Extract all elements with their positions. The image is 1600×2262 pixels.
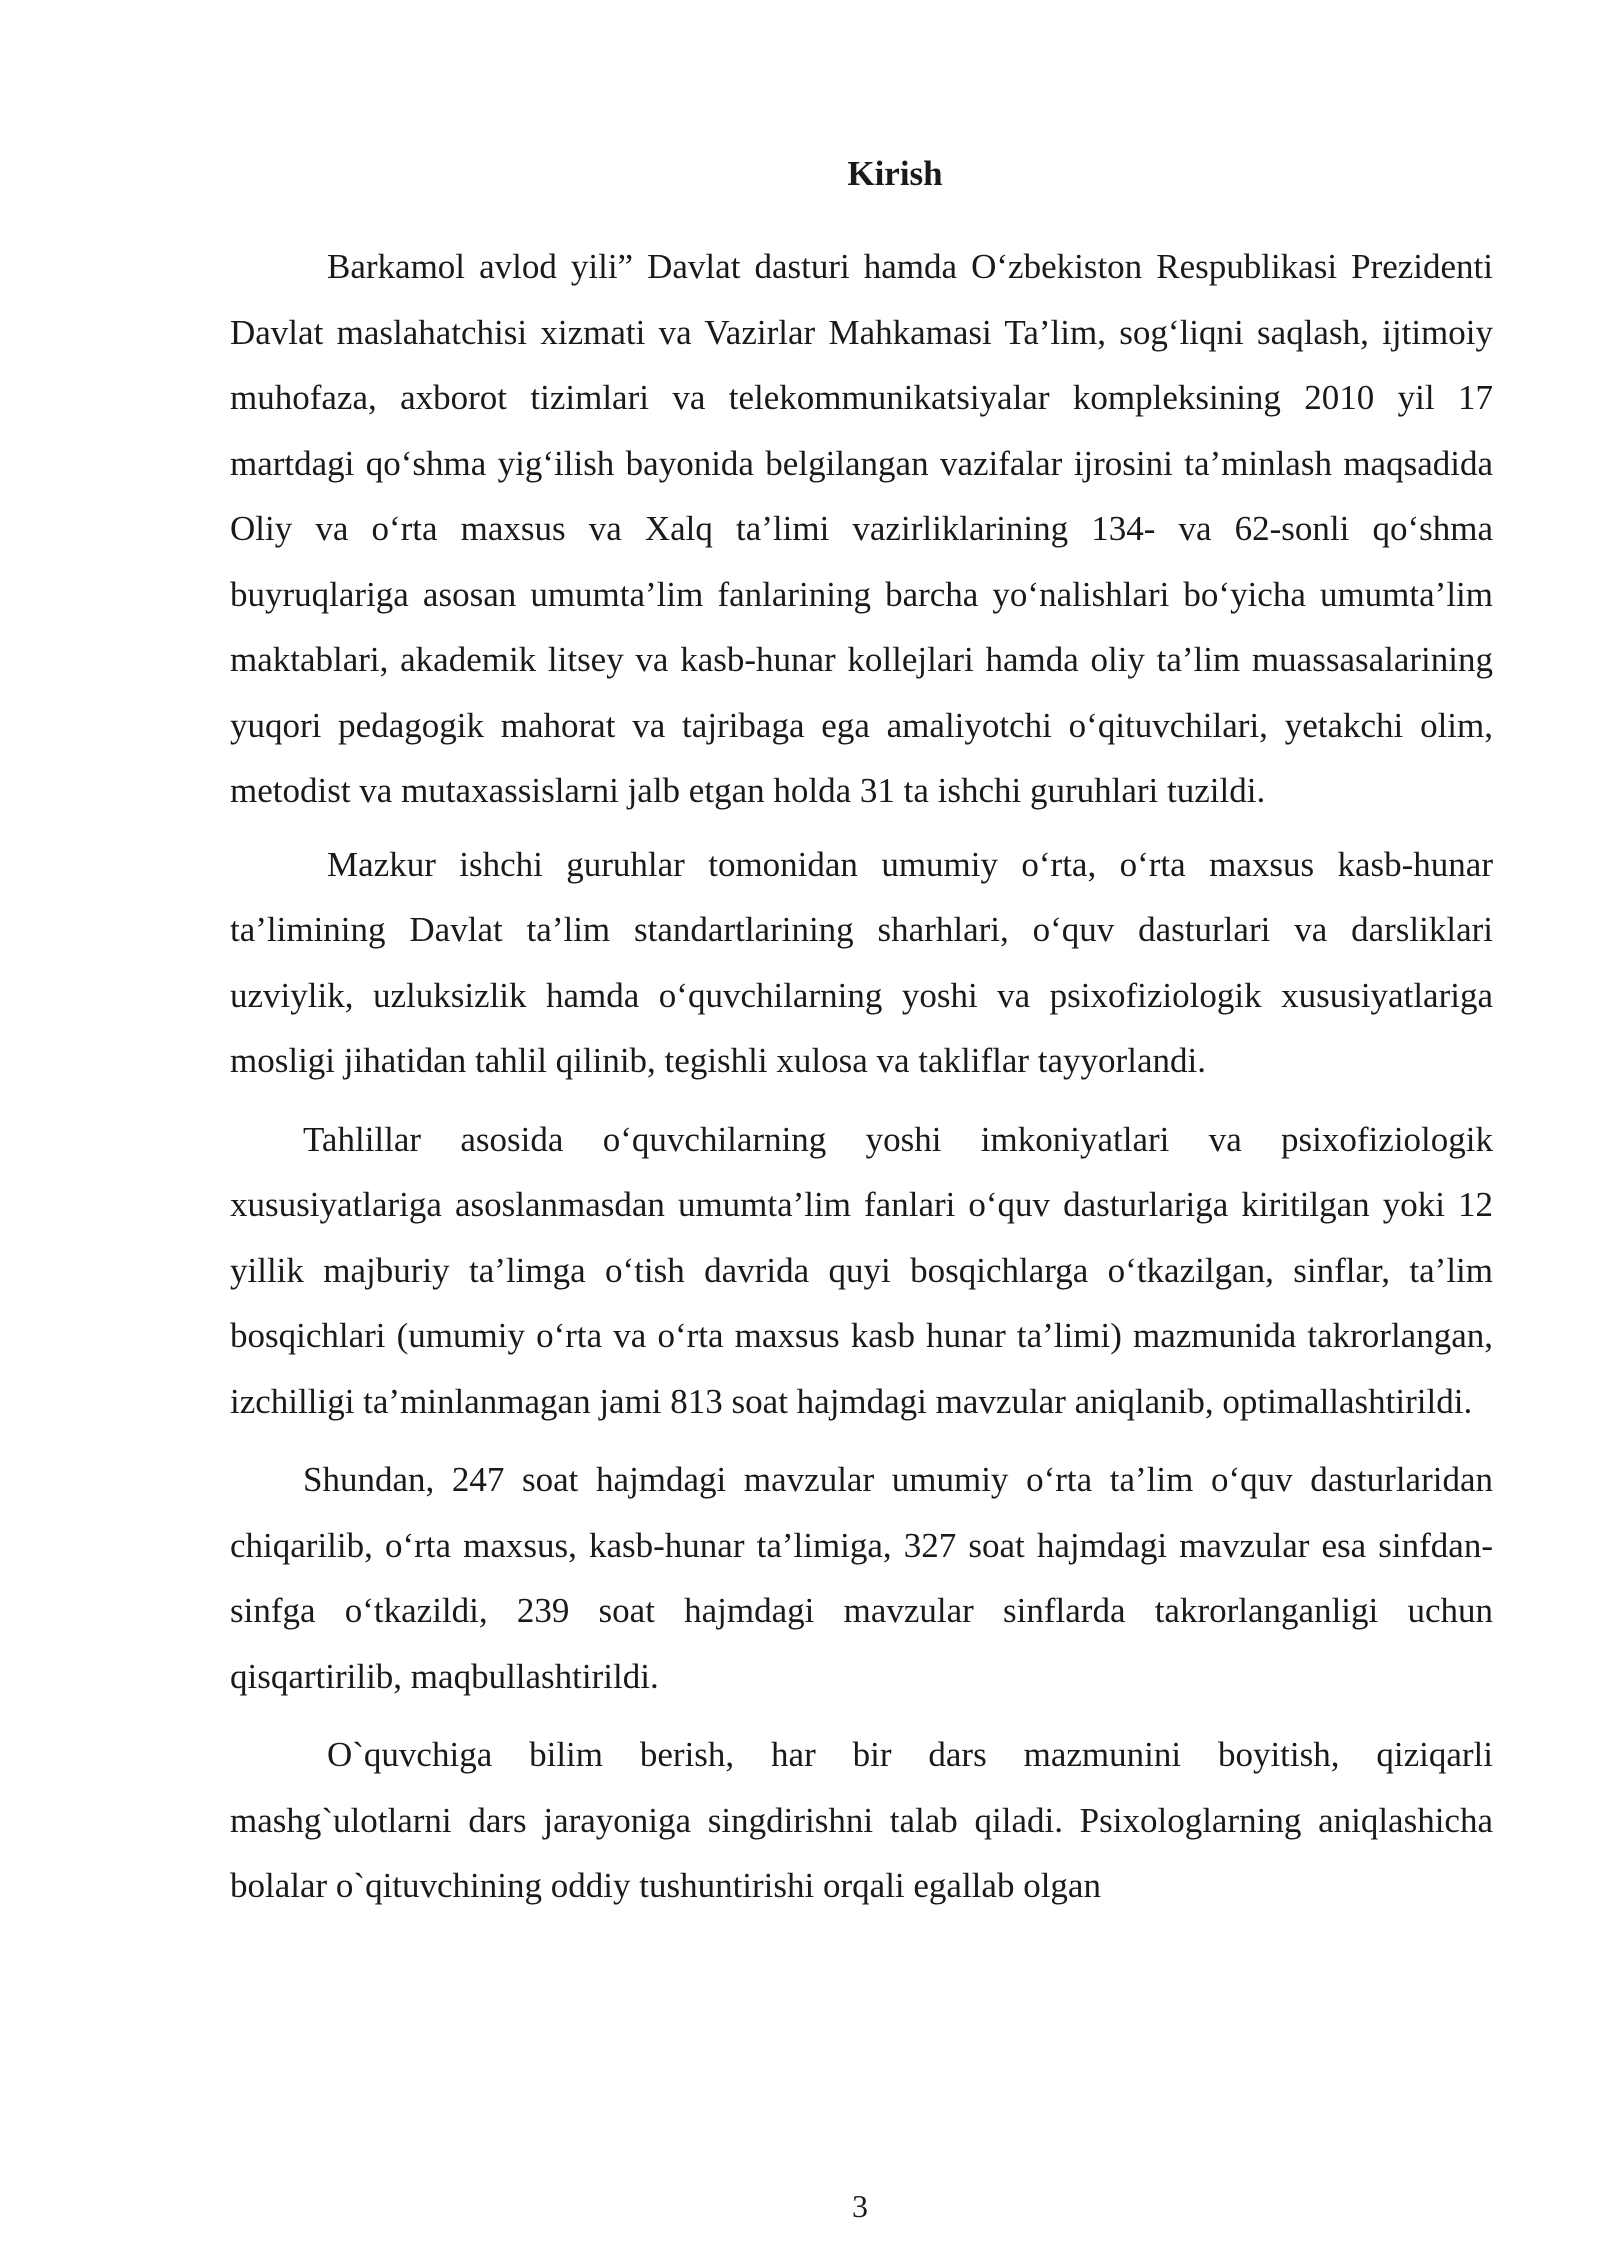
paragraph-5: O`quvchiga bilim berish, har bir dars mazmunini boyitish, qiziqarli mashg`ulotlarni dars jarayoniga singdirishni talab qiladi. Psixologlarning aniqlashicha bolalar o`qituvchining oddiy tushuntirishi orqali egallab olgan: [230, 1735, 1493, 1905]
body-text: [230, 234, 1493, 1919]
paragraph-4: Shundan, 247 soat hajmdagi mavzular umumiy o‘rta ta’lim o‘quv dasturlaridan chiqarilib, o‘rta maxsus, kasb-hunar ta’limiga, 327 soat hajmdagi mavzular esa sinfdan-sinfga o‘tkazildi, 239 soat hajmdagi mavzular sinflarda takrorlanganligi uchun qisqartirilib, maqbullashtirildi.: [230, 1460, 1493, 1696]
page-number: 3: [852, 2188, 868, 2224]
paragraph-1: Barkamol avlod yili” Davlat dasturi hamda O‘zbekiston Respublikasi Prezidenti Davlat maslahatchisi xizmati va Vazirlar Mahkamasi Ta’lim, sog‘liqni saqlash, ijtimoiy muhofaza, axborot tizimlari va telekommunikatsiyalar kompleksining 2010 yil 17 martdagi qo‘shma yig‘ilish bayonida belgilangan vazifalar ijrosini ta’minlash maqsadida Oliy va o‘rta maxsus va Xalq ta’limi vazirliklarining 134- va 62-sonli qo‘shma buyruqlariga asosan umumta’lim fanlarining barcha yo‘nalishlari bo‘yicha umumta’lim maktablari, akademik litsey va kasb-hunar kollejlari hamda oliy ta’lim muassasalarining yuqori pedagogik mahorat va tajribaga ega amaliyotchi o‘qituvchilari, yetakchi olim, metodist va mutaxassislarni jalb etgan holda 31 ta ishchi guruhlari tuzildi.: [230, 247, 1493, 810]
paragraph-2: Mazkur ishchi guruhlar tomonidan umumiy o‘rta, o‘rta maxsus kasb-hunar ta’limining Davlat ta’lim standartlarining sharhlari, o‘quv dasturlari va darsliklari uzviylik, uzluksizlik hamda o‘quvchilarning yoshi va psixofiziologik xususiyatlariga mosligi jihatidan tahlil qilinib, tegishli xulosa va takliflar tayyorlandi.: [230, 844, 1493, 1080]
page-title: Kirish: [847, 154, 943, 193]
paragraph-3: Tahlillar asosida o‘quvchilarning yoshi imkoniyatlari va psixofiziologik xususiyatlariga asoslanmasdan umumta’lim fanlari o‘quv dasturlariga kiritilgan yoki 12 yillik majburiy ta’limga o‘tish davrida quyi bosqichlarga o‘tkazilgan, sinflar, ta’lim bosqichlari (umumiy o‘rta va o‘rta maxsus kasb hunar ta’limi) mazmunida takrorlangan, izchilligi ta’minlanmagan jami 813 soat hajmdagi mavzular aniqlanib, optimallashtirildi.: [230, 1119, 1493, 1421]
